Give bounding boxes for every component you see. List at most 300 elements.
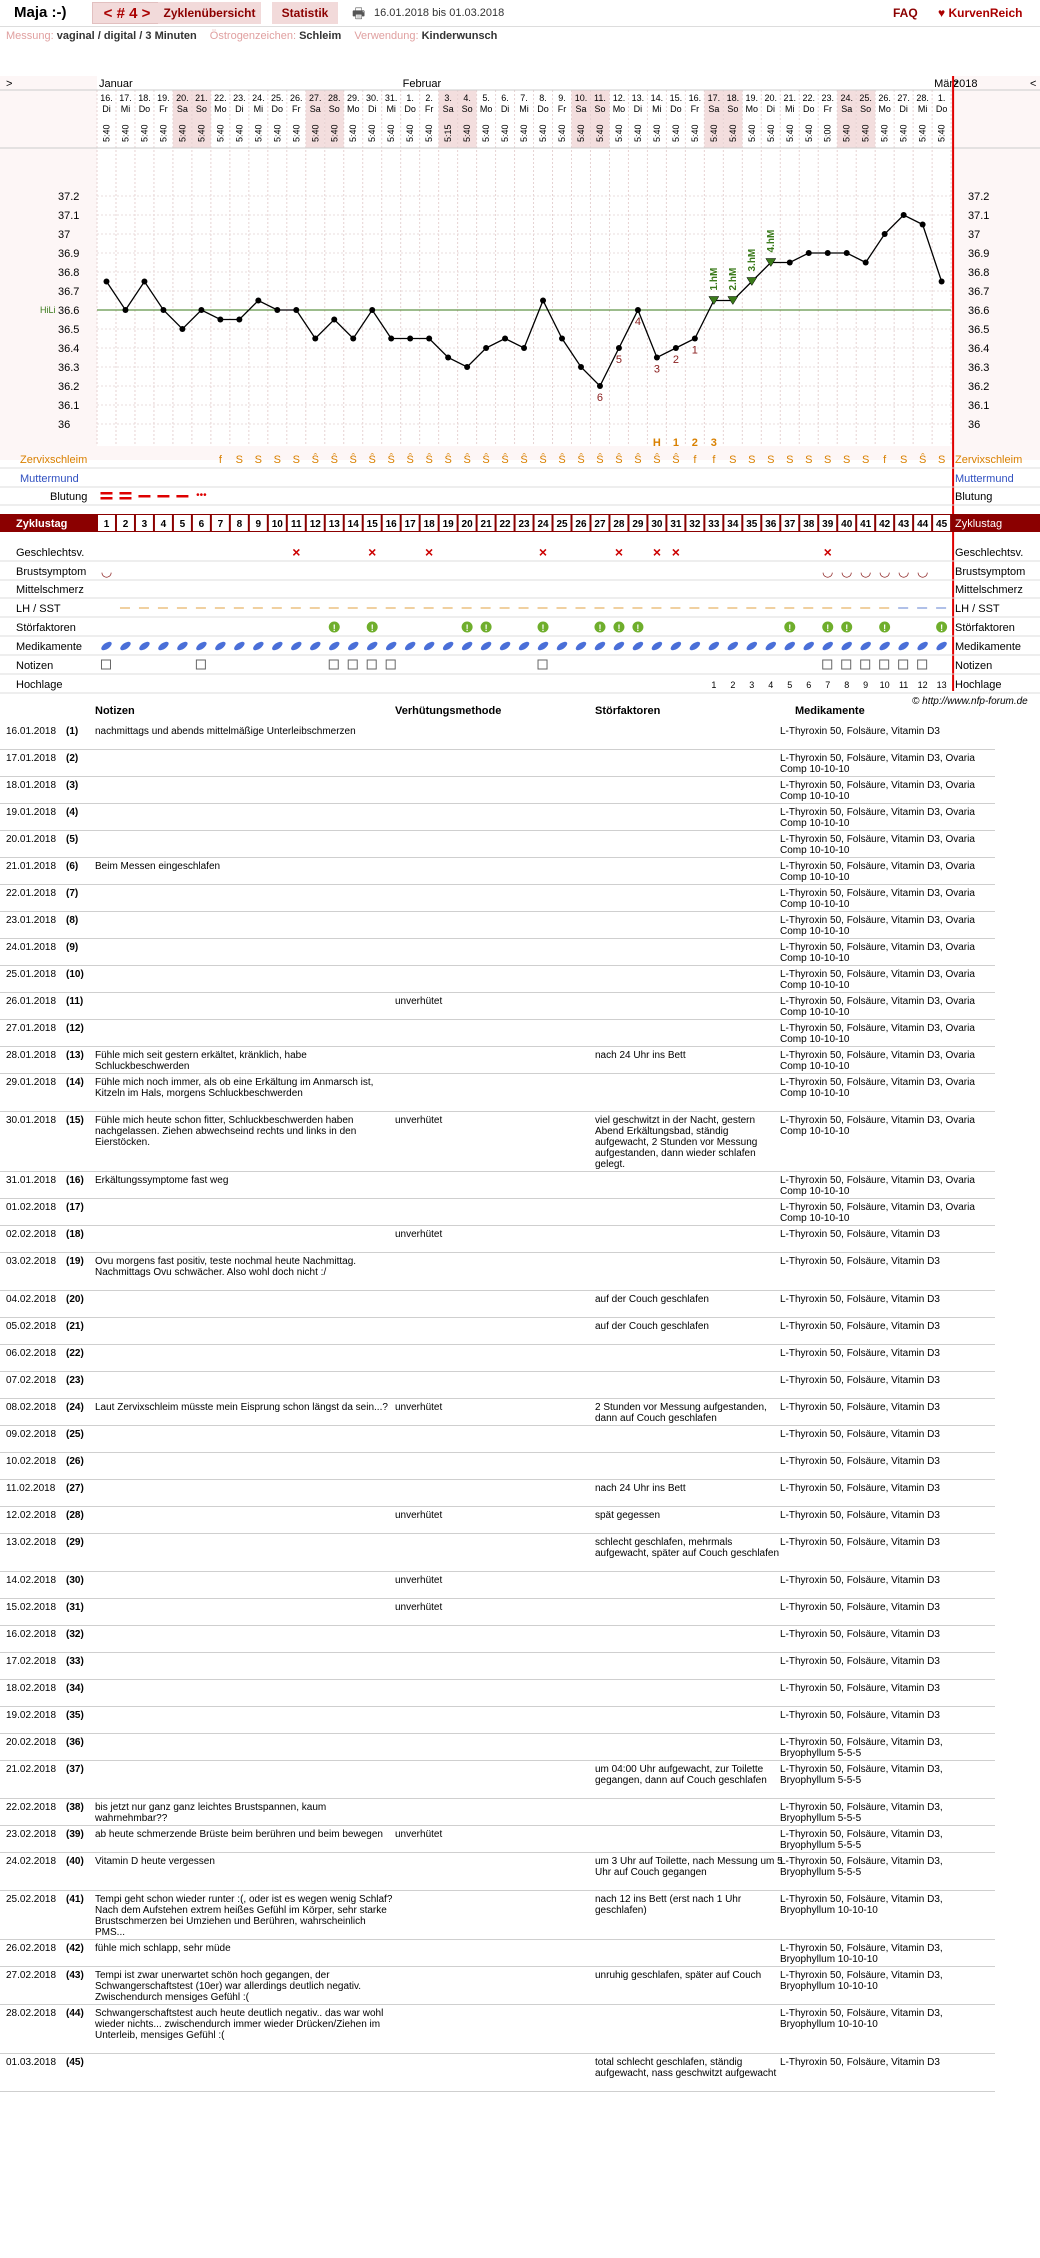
cervix-mark: Ŝ (482, 454, 490, 466)
row-label-right: LH / SST (955, 603, 1000, 615)
measure-time: 5:40 (462, 124, 473, 142)
day-number: 1. (406, 93, 414, 103)
row-label-left: Zyklustag (16, 518, 68, 530)
note-medication: L-Thyroxin 50, Folsäure, Vitamin D3, Ovaria Comp 10-10-10 (780, 780, 975, 802)
cervix-mark: Ŝ (615, 454, 623, 466)
notes-row (0, 1345, 995, 1372)
disturbance-icon-mark: ! (940, 623, 944, 633)
note-day: (38) (66, 1802, 84, 1813)
note-medication: L-Thyroxin 50, Folsäure, Vitamin D3 (780, 1510, 940, 1521)
cycle-day-number: 42 (879, 519, 891, 530)
kurvenreich-logo[interactable] (938, 2, 1023, 24)
printer-icon[interactable]: 🖶 (352, 5, 366, 21)
medication-pill-icon (517, 640, 530, 652)
cervix-mark: Ŝ (349, 454, 357, 466)
measure-time: 5:40 (500, 124, 511, 142)
note-medication: L-Thyroxin 50, Folsäure, Vitamin D3, Ovaria Comp 10-10-10 (780, 1050, 975, 1072)
measure-time: 5:40 (538, 124, 549, 142)
day-number: 26. (878, 93, 891, 103)
cervix-mark: S (843, 454, 851, 466)
note-medication: L-Thyroxin 50, Folsäure, Vitamin D3, Bryophyllum 10-10-10 (780, 1970, 943, 1992)
notes-row (0, 1480, 995, 1507)
note-medication: L-Thyroxin 50, Folsäure, Vitamin D3 (780, 1294, 940, 1305)
note-icon (538, 660, 547, 669)
cycle-day-number: 12 (309, 519, 321, 530)
notes-row (0, 1734, 995, 1761)
medication-pill-icon (802, 640, 815, 652)
day-number: 11. (594, 93, 606, 103)
day-number: 21. (195, 93, 208, 103)
note-icon (101, 660, 110, 669)
note-day: (25) (66, 1429, 84, 1440)
cervix-mark: S (748, 454, 756, 466)
notes-row (0, 1507, 995, 1534)
notes-row (0, 1853, 995, 1891)
temp-point (920, 222, 926, 228)
notes-row (0, 1112, 995, 1172)
weekday: Sa (176, 104, 188, 114)
disturbance-icon-mark: ! (883, 623, 887, 633)
measure-time: 5:40 (841, 124, 852, 142)
measure-time: 5:15 (443, 124, 454, 142)
ytick-right: 36.4 (968, 343, 990, 355)
note-text: fühle mich schlapp, sehr müde (95, 1943, 231, 1954)
note-medication: L-Thyroxin 50, Folsäure, Vitamin D3 (780, 1402, 940, 1413)
cervix-mark: Ŝ (653, 454, 661, 466)
temp-point (160, 307, 166, 313)
temp-point (540, 298, 546, 304)
note-day: (35) (66, 1710, 84, 1721)
cervix-mark: S (273, 454, 281, 466)
note-medication: L-Thyroxin 50, Folsäure, Vitamin D3, Ovaria Comp 10-10-10 (780, 1115, 975, 1137)
day-number: 30. (365, 93, 379, 103)
cervix-mark: Ŝ (444, 454, 452, 466)
day-number: 17. (707, 93, 721, 103)
note-date: 04.02.2018 (6, 1294, 57, 1305)
day-number: 19. (157, 93, 170, 103)
note-day: (40) (66, 1856, 84, 1867)
medication-pill-icon (783, 640, 796, 652)
row-label-right: Hochlage (955, 679, 1002, 691)
ytick-left: 36.9 (58, 248, 80, 260)
note-text: Ovu morgens fast positiv, teste nochmal heute Nachmittag. Nachmittags Ovu schwächer. Also wohl doch nicht :/ (95, 1256, 357, 1278)
day-number: 13. (631, 93, 645, 103)
row-label-right: Störfaktoren (955, 622, 1015, 634)
note-medication: L-Thyroxin 50, Folsäure, Vitamin D3 (780, 1429, 940, 1440)
row-label-left: Zervixschleim (20, 454, 88, 466)
cycle-day-number: 41 (860, 519, 872, 530)
peak-letter: 1 (672, 437, 679, 449)
weekday: Do (404, 104, 416, 114)
verw-value: Kinderwunsch (421, 30, 498, 42)
note-disturbance: viel geschwitzt in der Nacht, gestern Abend Erkältungsbad, ständig aufgewacht, 2 Stunden vor Messung aufgestanden, dann wieder schlafen gelegt. (595, 1115, 758, 1170)
verw-label: Verwendung: (354, 30, 419, 42)
intercourse-icon: × (538, 544, 548, 560)
ytick-right: 36.9 (968, 248, 990, 260)
bleeding-mark (176, 495, 188, 498)
note-medication: L-Thyroxin 50, Folsäure, Vitamin D3, Bryophyllum 5-5-5 (780, 1764, 943, 1786)
note-text: Beim Messen eingeschlafen (95, 861, 221, 872)
temp-point (939, 279, 945, 285)
temp-point (692, 336, 698, 342)
day-number: 22. (802, 93, 816, 103)
cycle-day-number: 5 (179, 519, 186, 530)
measure-time: 5:40 (594, 124, 605, 142)
notes-row (0, 1372, 995, 1399)
cycle-day-number: 7 (217, 519, 224, 530)
notes-row (0, 1291, 995, 1318)
measure-time: 5:40 (329, 124, 340, 142)
disturbance-icon-mark: ! (845, 623, 849, 633)
note-date: 16.02.2018 (6, 1629, 57, 1640)
measure-time: 5:40 (784, 124, 795, 142)
cervix-mark: Ŝ (406, 454, 414, 466)
medication-pill-icon (764, 640, 777, 652)
notes-header: Notizen (95, 705, 135, 717)
day-number: 16. (100, 93, 113, 103)
note-day: (33) (66, 1656, 84, 1667)
note-medication: L-Thyroxin 50, Folsäure, Vitamin D3 (780, 1656, 940, 1667)
disturbance-icon-mark: ! (541, 623, 545, 633)
note-icon (329, 660, 338, 669)
note-disturbance: spät gegessen (595, 1510, 661, 1521)
measure-time: 5:40 (234, 124, 245, 142)
note-day: (19) (66, 1256, 84, 1267)
cycle-day-number: 22 (499, 519, 511, 530)
note-day: (32) (66, 1629, 84, 1640)
note-medication: L-Thyroxin 50, Folsäure, Vitamin D3, Ovaria Comp 10-10-10 (780, 1202, 975, 1224)
note-date: 23.01.2018 (6, 915, 57, 926)
medication-pill-icon (252, 640, 265, 652)
weekday: Fr (159, 104, 168, 114)
weekday: Mi (652, 104, 662, 114)
cervix-mark: Ŝ (558, 454, 566, 466)
medication-pill-icon (821, 640, 834, 652)
cycle-day-number: 32 (689, 519, 701, 530)
note-icon (842, 660, 851, 669)
notes-row (0, 750, 995, 777)
note-day: (10) (66, 969, 84, 980)
note-date: 05.02.2018 (6, 1321, 57, 1332)
measure-time: 5:40 (291, 124, 302, 142)
note-medication: L-Thyroxin 50, Folsäure, Vitamin D3, Ovaria Comp 10-10-10 (780, 1175, 975, 1197)
note-icon (823, 660, 832, 669)
measurement-info (6, 30, 507, 42)
measure-time: 5:40 (936, 124, 947, 142)
note-day: (26) (66, 1456, 84, 1467)
weekday: Fr (292, 104, 301, 114)
ytick-right: 36.6 (968, 305, 990, 317)
notes-row (0, 1799, 995, 1826)
measure-time: 5:40 (139, 124, 150, 142)
day-number: 15. (669, 93, 683, 103)
notes-row (0, 777, 995, 804)
note-date: 01.03.2018 (6, 2057, 57, 2068)
row-label-right: Zervixschleim (955, 454, 1023, 466)
cycle-navigator[interactable]: < # 4 > (92, 2, 162, 24)
temp-point (312, 336, 318, 342)
note-date: 22.02.2018 (6, 1802, 57, 1813)
temp-point (654, 355, 660, 361)
mess-label: Messung: (6, 30, 54, 42)
ytick-right: 36 (968, 419, 981, 431)
oestro-value: Schleim (299, 30, 342, 42)
measure-time: 5:40 (101, 124, 112, 142)
note-date: 31.01.2018 (6, 1175, 57, 1186)
note-day: (42) (66, 1943, 84, 1954)
month-label: März (934, 78, 959, 90)
weekday: Mo (612, 104, 626, 114)
notes-row (0, 1626, 995, 1653)
note-medication: L-Thyroxin 50, Folsäure, Vitamin D3, Ovaria Comp 10-10-10 (780, 996, 975, 1018)
note-medication: L-Thyroxin 50, Folsäure, Vitamin D3, Bryophyllum 10-10-10 (780, 1943, 943, 1965)
low-label: 3 (653, 363, 660, 376)
day-number: 27. (897, 93, 910, 103)
note-contraception: unverhütet (395, 1115, 443, 1126)
medication-pill-icon (669, 640, 682, 652)
cycle-day-number: 13 (328, 519, 340, 530)
note-day: (22) (66, 1348, 84, 1359)
note-disturbance: unruhig geschlafen, später auf Couch (595, 1970, 762, 1981)
note-date: 09.02.2018 (6, 1429, 57, 1440)
weekday: Mo (214, 104, 227, 114)
note-disturbance: nach 24 Uhr ins Bett (595, 1483, 686, 1494)
cycle-day-number: 14 (347, 519, 359, 530)
ytick-left: 36.5 (58, 324, 80, 336)
medication-pill-icon (195, 640, 208, 652)
day-number: 21. (783, 93, 797, 103)
measure-time: 5:40 (708, 124, 719, 142)
note-day: (9) (66, 942, 79, 953)
weekday: So (328, 104, 340, 114)
cervix-mark: f (883, 454, 887, 466)
day-number: 4. (463, 93, 471, 103)
medication-pill-icon (840, 640, 853, 652)
row-label-right: Muttermund (955, 473, 1014, 485)
ytick-left: 36.7 (58, 286, 80, 298)
medication-pill-icon (100, 640, 113, 652)
note-icon (196, 660, 205, 669)
cervix-mark: f (218, 454, 222, 466)
measure-time: 5:40 (519, 124, 530, 142)
note-medication: L-Thyroxin 50, Folsäure, Vitamin D3, Ovaria Comp 10-10-10 (780, 753, 975, 775)
temp-point (426, 336, 432, 342)
cervix-mark: S (824, 454, 832, 466)
measure-time: 5:40 (177, 124, 188, 142)
cycle-day-number: 37 (784, 519, 796, 530)
note-day: (44) (66, 2008, 84, 2019)
high-label: 2.hM (727, 267, 739, 291)
notes-row (0, 1680, 995, 1707)
note-medication: L-Thyroxin 50, Folsäure, Vitamin D3 (780, 1683, 940, 1694)
high-label: 4.hM (765, 229, 777, 253)
note-disturbance: total schlecht geschlafen, ständig aufgewacht, nass geschwitzt aufgewacht (595, 2057, 777, 2079)
weekday: Di (633, 104, 643, 114)
low-label: 2 (672, 354, 679, 366)
medication-pill-icon (441, 640, 454, 652)
note-medication: L-Thyroxin 50, Folsäure, Vitamin D3, Bryophyllum 10-10-10 (780, 2008, 943, 2030)
notes-row (0, 1453, 995, 1480)
cervix-mark: Ŝ (577, 454, 585, 466)
intercourse-icon: × (368, 544, 377, 560)
day-number: 19. (745, 93, 759, 103)
measure-time: 5:40 (803, 124, 814, 142)
cycle-day-number: 28 (613, 519, 625, 530)
cervix-mark: S (786, 454, 794, 466)
peak-letter: 3 (710, 437, 717, 449)
measure-time: 5:40 (632, 124, 643, 142)
disturbance-icon-mark: ! (484, 623, 488, 633)
cycle-day-number: 23 (518, 519, 530, 530)
cervix-mark: Ŝ (425, 454, 433, 466)
note-date: 23.02.2018 (6, 1829, 57, 1840)
cycle-overview-button[interactable]: Zyklenübersicht (158, 2, 261, 24)
note-medication: L-Thyroxin 50, Folsäure, Vitamin D3, Bryophyllum 5-5-5 (780, 1737, 943, 1759)
note-day: (3) (66, 780, 79, 791)
ytick-left: 36.1 (58, 400, 80, 412)
note-day: (5) (66, 834, 79, 845)
notes-row (0, 1253, 995, 1291)
temp-point (407, 336, 413, 342)
measure-time: 5:40 (898, 124, 909, 142)
note-day: (34) (66, 1683, 84, 1694)
cycle-day-number: 21 (480, 519, 492, 530)
weekday: Di (102, 104, 111, 114)
cycle-day-number: 9 (255, 519, 262, 530)
medication-pill-icon (347, 640, 360, 652)
medication-pill-icon (574, 640, 587, 652)
disturbance-icon-mark: ! (826, 623, 830, 633)
row-label-right: Blutung (955, 491, 993, 503)
notes-row (0, 1534, 995, 1572)
temp-point (141, 279, 147, 285)
medication-pill-icon (157, 640, 170, 652)
note-medication: L-Thyroxin 50, Folsäure, Vitamin D3 (780, 1575, 940, 1586)
hochlage-number: 3 (749, 680, 755, 690)
day-number: 28. (916, 93, 929, 103)
notes-row (0, 1599, 995, 1626)
note-text: Erkältungssymptome fast weg (95, 1175, 229, 1186)
oestro-label: Östrogenzeichen: (209, 30, 297, 42)
notes-row (0, 2005, 995, 2054)
statistics-button[interactable]: Statistik (272, 2, 338, 24)
cycle-day-number: 8 (236, 519, 243, 530)
weekday: Sa (841, 104, 853, 114)
ytick-right: 36.2 (968, 381, 990, 393)
cervix-mark: Ŝ (368, 454, 376, 466)
note-contraception: unverhütet (395, 1229, 443, 1240)
weekday: Fr (557, 104, 567, 114)
disturbance-icon-mark: ! (636, 623, 640, 633)
cervix-mark: Ŝ (501, 454, 509, 466)
ytick-left: 36 (58, 419, 71, 431)
medication-pill-icon (859, 640, 872, 652)
note-day: (27) (66, 1483, 84, 1494)
note-day: (30) (66, 1575, 84, 1586)
row-label-left: Hochlage (16, 679, 63, 691)
notes-row (0, 939, 995, 966)
cervix-mark: f (693, 454, 697, 466)
note-date: 24.01.2018 (6, 942, 57, 953)
medication-pill-icon (479, 640, 492, 652)
ytick-right: 37.1 (968, 210, 990, 222)
temp-point (597, 383, 603, 389)
cycle-day-number: 27 (594, 519, 606, 530)
hochlage-number: 2 (730, 680, 736, 690)
hochlage-number: 7 (825, 680, 831, 690)
hilo-label: HiLi (40, 305, 56, 315)
notes-row (0, 1967, 995, 2005)
note-disturbance: 2 Stunden vor Messung aufgestanden, dann auf Couch geschlafen (595, 1402, 767, 1424)
faq-link[interactable]: FAQ (893, 6, 918, 20)
medication-pill-icon (498, 640, 511, 652)
measure-time: 5:40 (651, 124, 662, 142)
intercourse-icon: × (823, 544, 832, 560)
temp-point (464, 364, 470, 370)
row-label-left: LH / SST (16, 603, 61, 615)
note-date: 30.01.2018 (6, 1115, 57, 1126)
note-text: Vitamin D heute vergessen (95, 1856, 215, 1867)
note-icon (880, 660, 889, 669)
notes-row (0, 1199, 995, 1226)
note-day: (2) (66, 753, 79, 764)
note-medication: L-Thyroxin 50, Folsäure, Vitamin D3 (780, 1537, 940, 1548)
weekday: Sa (309, 104, 321, 114)
measure-time: 5:40 (386, 124, 397, 142)
weekday: Mi (120, 104, 131, 114)
measure-time: 5:40 (481, 124, 492, 142)
low-label: 6 (596, 392, 604, 404)
ytick-right: 36.8 (968, 267, 990, 279)
notes-row (0, 912, 995, 939)
temp-point (274, 307, 280, 313)
note-day: (13) (66, 1050, 84, 1061)
notes-row (0, 966, 995, 993)
note-medication: L-Thyroxin 50, Folsäure, Vitamin D3 (780, 1321, 940, 1332)
weekday: Mo (346, 104, 360, 114)
temp-point (882, 231, 888, 237)
cycle-day-number: 18 (423, 519, 435, 530)
hochlage-number: 13 (936, 680, 947, 690)
high-label: 1.hM (708, 267, 720, 291)
day-number: 18. (726, 93, 740, 103)
cycle-day-number: 2 (122, 519, 129, 530)
cycle-day-number: 45 (936, 519, 948, 530)
cycle-day-number: 4 (160, 519, 167, 530)
day-number: 23. (233, 93, 246, 103)
temp-point (673, 345, 679, 351)
note-medication: L-Thyroxin 50, Folsäure, Vitamin D3 (780, 2057, 940, 2068)
measure-time: 5:40 (727, 124, 738, 142)
note-text: Fühle mich heute schon fitter, Schluckbeschwerden haben nachgelassen. Ziehen abwechseind rechts und links in den Eierstöcken. (95, 1115, 357, 1148)
note-day: (7) (66, 888, 79, 899)
cycle-day-number: 29 (632, 519, 644, 530)
weekday: Fr (823, 104, 832, 114)
medication-pill-icon (536, 640, 549, 652)
note-date: 12.02.2018 (6, 1510, 57, 1521)
note-contraception: unverhütet (395, 1829, 443, 1840)
medication-pill-icon (688, 640, 701, 652)
temp-point (369, 307, 375, 313)
day-number: 2. (425, 93, 433, 103)
measure-time: 5:40 (879, 124, 890, 142)
measure-time: 5:40 (424, 124, 435, 142)
weekday: Mi (917, 104, 928, 114)
note-day: (15) (66, 1115, 84, 1126)
weekday: Do (935, 104, 948, 114)
hochlage-number: 1 (711, 680, 717, 690)
notes-row (0, 723, 995, 750)
